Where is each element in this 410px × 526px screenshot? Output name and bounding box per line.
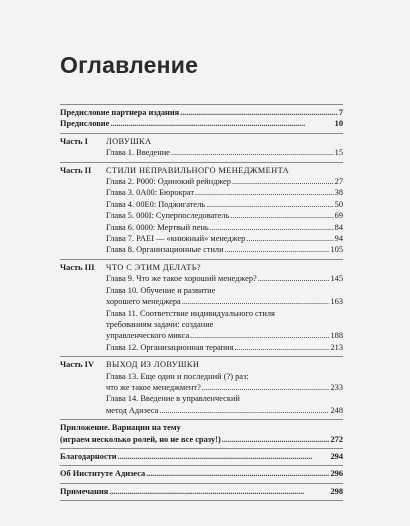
entry-title: Глава 13. Еще один и последний (?) раз:	[106, 371, 249, 381]
page-number: 294	[330, 451, 343, 461]
part-label: Часть III	[60, 262, 95, 272]
page-number: 10	[334, 119, 343, 129]
dot-leader	[230, 210, 333, 221]
page-number: 94	[334, 234, 343, 244]
entry-title: Глава 2. P000: Одинокий рейнджер	[106, 177, 231, 187]
page-number: 15	[334, 148, 343, 158]
entry-title: Глава 7. PAEI — «книжный» менеджер	[106, 234, 246, 244]
chapter-entry	[106, 187, 343, 198]
toc-entry	[60, 118, 343, 129]
entry-title: Глава 3. 0A00: Бюрократ	[106, 188, 195, 198]
part-title: ВЫХОД ИЗ ЛОВУШКИ	[106, 360, 200, 370]
divider	[60, 500, 343, 501]
dot-leader	[234, 342, 329, 353]
page-number: 105	[330, 245, 343, 255]
entry-title: Об Институте Адизеса	[60, 469, 146, 479]
dot-leader	[232, 176, 334, 187]
entry-title: (играем несколько ролей, но не все сразу!)	[60, 434, 221, 444]
entry-title: Глава 1. Введение	[106, 148, 170, 158]
chapter-entry	[106, 371, 343, 382]
chapter-entry	[106, 233, 343, 244]
part-body	[106, 262, 343, 353]
page-number: 233	[330, 382, 343, 392]
part-label: Часть I	[60, 136, 88, 146]
toc-entry	[60, 434, 343, 445]
entry-title: Глава 10. Обучение и развитие	[106, 285, 216, 295]
part-body	[106, 165, 343, 256]
front-matter-section	[60, 105, 343, 133]
entry-title: что же такое менеджмент?	[106, 382, 201, 392]
back-matter-section	[60, 466, 343, 482]
chapter-entry	[106, 210, 343, 221]
dot-leader	[146, 468, 329, 479]
page-number: 145	[330, 274, 343, 284]
part-section	[60, 260, 343, 356]
part-title: ЧТО С ЭТИМ ДЕЛАТЬ?	[106, 262, 202, 272]
dot-leader	[180, 107, 338, 118]
dot-leader	[202, 382, 330, 393]
part-body	[106, 136, 343, 159]
dot-leader	[118, 451, 330, 462]
page-number: 296	[330, 469, 343, 479]
entry-title: Глава 14. Введение в управленческий	[106, 394, 240, 404]
part-title: СТИЛИ НЕПРАВИЛЬНОГО МЕНЕДЖМЕНТА	[106, 165, 290, 175]
entry-title: Предисловие партнера издания	[60, 108, 180, 117]
back-matter-section	[60, 420, 343, 448]
part-label: Часть IV	[60, 360, 94, 370]
chapter-entry	[106, 393, 343, 404]
page-number: 7	[338, 108, 343, 117]
part-label: Часть II	[60, 165, 92, 175]
chapter-entry	[106, 244, 343, 255]
dot-leader	[206, 199, 334, 210]
page-number: 27	[334, 177, 343, 187]
part-section	[60, 357, 343, 419]
page-number: 38	[334, 188, 343, 198]
entry-title: Приложение. Вариации на тему	[60, 423, 181, 433]
toc-entry	[60, 486, 343, 497]
page-number: 69	[334, 211, 343, 221]
chapter-entry	[106, 199, 343, 210]
dot-leader	[210, 222, 334, 233]
chapter-entry	[106, 405, 343, 416]
entry-title: Глава 5. 000I: Суперпоследователь	[106, 211, 230, 221]
dot-leader	[222, 434, 330, 445]
dot-leader	[171, 147, 334, 158]
page-number: 298	[330, 486, 343, 496]
entry-title: управленческого микса	[106, 331, 190, 341]
chapter-entry	[106, 308, 343, 319]
entry-title: Примечания	[60, 486, 109, 496]
part-title: ЛОВУШКА	[106, 136, 152, 146]
entry-title: Глава 12. Организационная терапия	[106, 342, 234, 352]
page-number: 213	[330, 342, 343, 352]
entry-title: Глава 8. Организационные стили	[106, 245, 224, 255]
entry-title: Глава 11. Соответствие индивидуального стиля	[106, 308, 275, 318]
chapter-entry	[106, 285, 343, 296]
dot-leader	[246, 233, 333, 244]
dot-leader	[190, 330, 329, 341]
entry-title: Предисловие	[60, 119, 110, 129]
back-matter-section	[60, 449, 343, 465]
chapter-entry	[106, 319, 343, 330]
entry-title: Глава 9. Что же такое хороший менеджер?	[106, 274, 257, 284]
entry-title: Глава 4. 00E0: Поджигатель	[106, 199, 206, 209]
entry-title: метод Адизеса	[106, 405, 159, 415]
part-body	[106, 359, 343, 416]
back-matter-section	[60, 484, 343, 500]
chapter-entry	[106, 296, 343, 307]
toc-entry	[60, 451, 343, 462]
entry-title: Глава 6. 0000: Мертвый пень	[106, 222, 209, 232]
entry-title: требованиям задачи: создание	[106, 319, 214, 329]
page-number: 84	[334, 222, 343, 232]
dot-leader	[110, 118, 333, 129]
chapter-entry	[106, 342, 343, 353]
chapter-entry	[106, 330, 343, 341]
dot-leader	[225, 244, 330, 255]
table-of-contents	[60, 104, 343, 501]
dot-leader	[159, 405, 329, 416]
chapter-entry	[106, 273, 343, 284]
toc-entry	[60, 422, 343, 433]
dot-leader	[182, 296, 330, 307]
dot-leader	[109, 486, 329, 497]
dot-leader	[258, 273, 330, 284]
chapter-entry	[106, 222, 343, 233]
page-title: Оглавление	[60, 52, 199, 78]
toc-entry	[60, 107, 343, 118]
entry-title: Благодарности	[60, 451, 117, 461]
chapter-entry	[106, 147, 343, 158]
part-section	[60, 134, 343, 162]
chapter-entry	[106, 382, 343, 393]
chapter-entry	[106, 176, 343, 187]
page-number: 163	[330, 297, 343, 307]
entry-title: хорошего менеджера	[106, 297, 181, 307]
dot-leader	[195, 187, 334, 198]
page-number: 272	[330, 434, 343, 444]
page-number: 50	[334, 199, 343, 209]
page-number: 188	[330, 331, 343, 341]
toc-entry	[60, 468, 343, 479]
part-section	[60, 163, 343, 259]
page-number: 248	[330, 405, 343, 415]
